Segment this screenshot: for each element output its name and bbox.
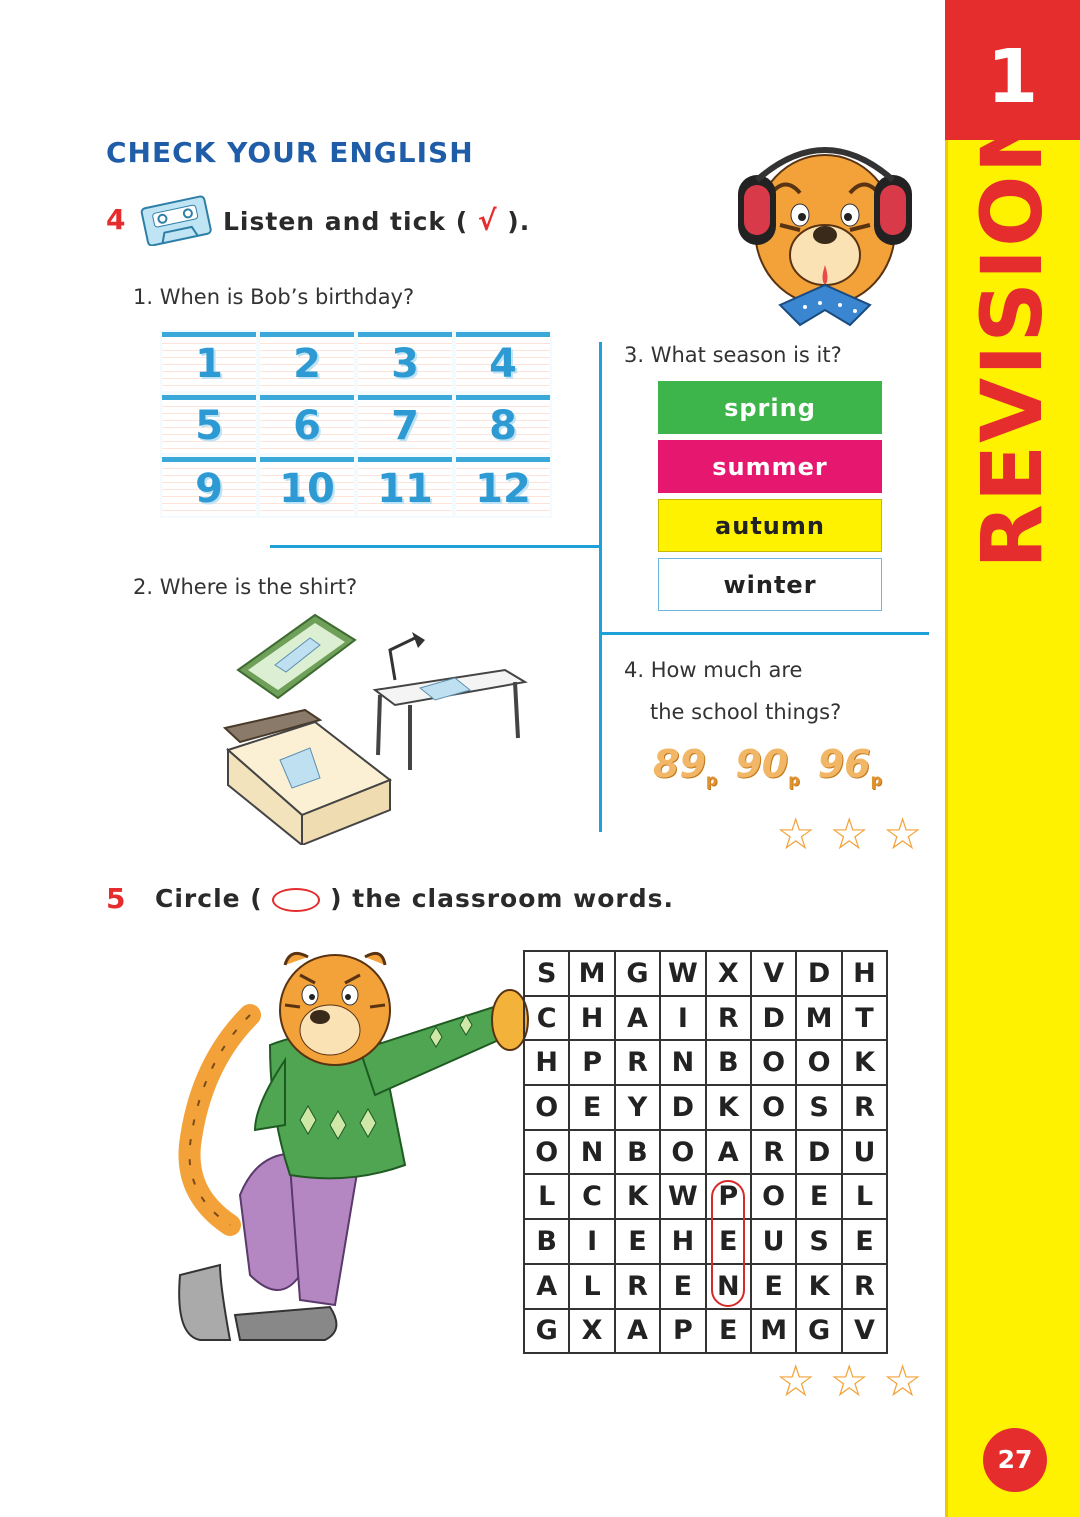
grid-cell[interactable]: V bbox=[751, 951, 796, 996]
shirt-locations-illustration bbox=[220, 610, 540, 845]
month-5[interactable] bbox=[162, 395, 256, 454]
grid-cell[interactable]: E bbox=[842, 1219, 887, 1264]
season-spring[interactable]: spring bbox=[658, 381, 882, 434]
price-option-1[interactable] bbox=[653, 742, 717, 790]
grid-cell[interactable]: B bbox=[615, 1130, 660, 1175]
instruction-prefix: Circle ( bbox=[155, 884, 263, 913]
star-icon[interactable]: ☆ bbox=[776, 1357, 816, 1406]
month-11[interactable] bbox=[358, 457, 452, 516]
tiger-leaning-illustration bbox=[160, 945, 530, 1365]
price-unit: p bbox=[788, 770, 800, 790]
example-circle-pen bbox=[711, 1180, 745, 1307]
grid-cell[interactable]: M bbox=[569, 951, 614, 996]
bed-option bbox=[225, 710, 390, 845]
grid-row bbox=[524, 1130, 887, 1175]
grid-cell[interactable]: S bbox=[524, 951, 569, 996]
circle-icon bbox=[272, 888, 320, 912]
month-label: 10 bbox=[279, 466, 335, 513]
grid-cell[interactable]: R bbox=[842, 1264, 887, 1309]
grid-cell[interactable]: T bbox=[842, 996, 887, 1041]
grid-cell[interactable]: R bbox=[842, 1085, 887, 1130]
grid-cell[interactable]: P bbox=[569, 1040, 614, 1085]
page-number: 27 bbox=[983, 1428, 1047, 1492]
price-unit: p bbox=[870, 770, 883, 790]
grid-cell[interactable]: X bbox=[569, 1309, 614, 1354]
price-unit: p bbox=[705, 770, 718, 790]
grid-cell[interactable]: K bbox=[615, 1174, 660, 1219]
grid-cell[interactable]: I bbox=[569, 1219, 614, 1264]
grid-cell[interactable]: D bbox=[660, 1085, 705, 1130]
grid-cell[interactable]: G bbox=[796, 1309, 841, 1354]
grid-cell[interactable]: O bbox=[524, 1085, 569, 1130]
desk-option bbox=[375, 632, 525, 770]
grid-cell[interactable]: O bbox=[796, 1040, 841, 1085]
star-icon[interactable]: ☆ bbox=[882, 1357, 923, 1406]
grid-cell[interactable]: D bbox=[796, 951, 841, 996]
grid-cell[interactable]: W bbox=[660, 1174, 705, 1219]
grid-cell[interactable]: O bbox=[751, 1174, 796, 1219]
month-6[interactable] bbox=[260, 395, 354, 454]
months-calendar bbox=[160, 330, 552, 518]
grid-cell[interactable]: K bbox=[706, 1085, 751, 1130]
grid-row bbox=[524, 1264, 887, 1309]
season-winter[interactable]: winter bbox=[658, 558, 882, 611]
grid-row bbox=[524, 1040, 887, 1085]
question-4-line2: the school things? bbox=[650, 700, 842, 724]
grid-cell[interactable]: R bbox=[751, 1130, 796, 1175]
exercise-4-instruction bbox=[223, 204, 530, 237]
grid-cell[interactable]: S bbox=[796, 1085, 841, 1130]
grid-cell[interactable]: S bbox=[796, 1219, 841, 1264]
month-8[interactable] bbox=[456, 395, 550, 454]
grid-cell[interactable]: R bbox=[706, 996, 751, 1041]
grid-cell[interactable]: U bbox=[842, 1130, 887, 1175]
grid-cell[interactable]: A bbox=[706, 1130, 751, 1175]
grid-cell[interactable]: E bbox=[706, 1219, 751, 1264]
grid-cell[interactable]: V bbox=[842, 1309, 887, 1354]
star-icon[interactable]: ☆ bbox=[882, 810, 923, 859]
price-option-2[interactable] bbox=[735, 742, 799, 790]
month-label: 11 bbox=[377, 466, 433, 513]
exercise-4-number: 4 bbox=[106, 203, 126, 236]
grid-cell[interactable]: G bbox=[524, 1309, 569, 1354]
grid-cell[interactable]: B bbox=[706, 1040, 751, 1085]
section-title: CHECK YOUR ENGLISH bbox=[106, 136, 474, 169]
month-label: 9 bbox=[195, 466, 223, 513]
month-1[interactable] bbox=[162, 332, 256, 391]
grid-row bbox=[524, 1085, 887, 1130]
revision-title: REVISION bbox=[963, 101, 1061, 569]
grid-cell[interactable]: E bbox=[706, 1309, 751, 1354]
cassette-icon bbox=[140, 194, 212, 246]
price-value: 89 bbox=[653, 742, 706, 786]
month-7[interactable] bbox=[358, 395, 452, 454]
grid-cell[interactable]: K bbox=[842, 1040, 887, 1085]
box-option bbox=[238, 615, 355, 698]
grid-cell[interactable]: A bbox=[615, 1309, 660, 1354]
instruction-suffix: ) the classroom words. bbox=[330, 884, 675, 913]
rating-stars-4 bbox=[776, 810, 923, 859]
grid-cell[interactable]: G bbox=[615, 951, 660, 996]
question-1: 1. When is Bob’s birthday? bbox=[133, 285, 415, 309]
grid-cell[interactable]: Y bbox=[615, 1085, 660, 1130]
exercise-5-number: 5 bbox=[106, 882, 126, 915]
grid-cell[interactable]: W bbox=[660, 951, 705, 996]
season-summer[interactable]: summer bbox=[658, 440, 882, 493]
star-icon[interactable]: ☆ bbox=[829, 1357, 869, 1406]
grid-cell[interactable]: X bbox=[706, 951, 751, 996]
grid-cell[interactable]: P bbox=[706, 1174, 751, 1219]
grid-cell[interactable]: N bbox=[660, 1040, 705, 1085]
grid-cell[interactable]: E bbox=[615, 1219, 660, 1264]
month-label: 7 bbox=[391, 403, 419, 450]
month-9[interactable] bbox=[162, 457, 256, 516]
grid-row bbox=[524, 1309, 887, 1354]
question-4-line1: 4. How much are bbox=[624, 658, 803, 682]
month-12[interactable] bbox=[456, 457, 550, 516]
grid-cell[interactable]: N bbox=[706, 1264, 751, 1309]
grid-cell[interactable]: I bbox=[660, 996, 705, 1041]
grid-row bbox=[524, 951, 887, 996]
month-3[interactable] bbox=[358, 332, 452, 391]
grid-cell[interactable]: O bbox=[751, 1040, 796, 1085]
grid-cell[interactable]: A bbox=[524, 1264, 569, 1309]
month-10[interactable] bbox=[260, 457, 354, 516]
month-4[interactable] bbox=[456, 332, 550, 391]
grid-cell[interactable]: R bbox=[615, 1264, 660, 1309]
grid-cell[interactable]: H bbox=[660, 1219, 705, 1264]
instruction-prefix: Listen and tick ( bbox=[223, 207, 469, 236]
grid-cell[interactable]: D bbox=[751, 996, 796, 1041]
grid-cell[interactable]: R bbox=[615, 1040, 660, 1085]
month-2[interactable] bbox=[260, 332, 354, 391]
month-label: 8 bbox=[489, 403, 517, 450]
exercise-5-instruction bbox=[155, 884, 674, 913]
rating-stars-5 bbox=[776, 1357, 923, 1406]
grid-row bbox=[524, 996, 887, 1041]
season-autumn[interactable]: autumn bbox=[658, 499, 882, 552]
grid-cell[interactable]: A bbox=[615, 996, 660, 1041]
grid-cell[interactable]: E bbox=[660, 1264, 705, 1309]
grid-cell[interactable]: H bbox=[569, 996, 614, 1041]
grid-cell[interactable]: K bbox=[796, 1264, 841, 1309]
price-value: 96 bbox=[817, 742, 871, 786]
grid-cell[interactable]: E bbox=[751, 1264, 796, 1309]
grid-cell[interactable]: C bbox=[524, 996, 569, 1041]
grid-row bbox=[524, 1219, 887, 1264]
month-label: 12 bbox=[475, 466, 531, 513]
divider-vertical bbox=[599, 342, 602, 832]
price-value: 90 bbox=[735, 742, 789, 786]
month-label: 4 bbox=[489, 340, 517, 387]
question-2: 2. Where is the shirt? bbox=[133, 575, 358, 599]
instruction-suffix: ). bbox=[507, 207, 531, 236]
month-label: 6 bbox=[293, 403, 321, 450]
month-label: 2 bbox=[293, 340, 321, 387]
divider-horizontal-right bbox=[599, 632, 929, 635]
tiger-headphones-illustration bbox=[730, 135, 920, 330]
price-option-3[interactable] bbox=[818, 742, 882, 790]
star-icon[interactable]: ☆ bbox=[776, 810, 816, 859]
unit-number: 1 bbox=[986, 34, 1039, 120]
tick-icon: √ bbox=[477, 204, 498, 237]
month-label: 1 bbox=[195, 340, 223, 387]
grid-cell[interactable]: L bbox=[524, 1174, 569, 1219]
month-label: 5 bbox=[195, 403, 223, 450]
grid-cell[interactable]: U bbox=[751, 1219, 796, 1264]
question-3: 3. What season is it? bbox=[624, 343, 842, 367]
grid-cell[interactable]: M bbox=[751, 1309, 796, 1354]
word-search-grid bbox=[523, 950, 888, 1354]
grid-cell[interactable]: N bbox=[569, 1130, 614, 1175]
grid-cell[interactable]: O bbox=[524, 1130, 569, 1175]
month-label: 3 bbox=[391, 340, 419, 387]
grid-cell[interactable]: O bbox=[751, 1085, 796, 1130]
grid-cell[interactable]: O bbox=[660, 1130, 705, 1175]
grid-cell[interactable]: P bbox=[660, 1309, 705, 1354]
grid-cell[interactable]: B bbox=[524, 1219, 569, 1264]
grid-cell[interactable]: H bbox=[524, 1040, 569, 1085]
grid-cell[interactable]: L bbox=[569, 1264, 614, 1309]
grid-cell[interactable]: E bbox=[796, 1174, 841, 1219]
grid-cell[interactable]: D bbox=[796, 1130, 841, 1175]
price-options bbox=[653, 742, 882, 790]
star-icon[interactable]: ☆ bbox=[829, 810, 869, 859]
grid-cell[interactable]: L bbox=[842, 1174, 887, 1219]
grid-cell[interactable]: E bbox=[569, 1085, 614, 1130]
grid-cell[interactable]: H bbox=[842, 951, 887, 996]
grid-cell[interactable]: M bbox=[796, 996, 841, 1041]
divider-horizontal-left bbox=[270, 545, 602, 548]
grid-row bbox=[524, 1174, 887, 1219]
grid-cell[interactable]: C bbox=[569, 1174, 614, 1219]
